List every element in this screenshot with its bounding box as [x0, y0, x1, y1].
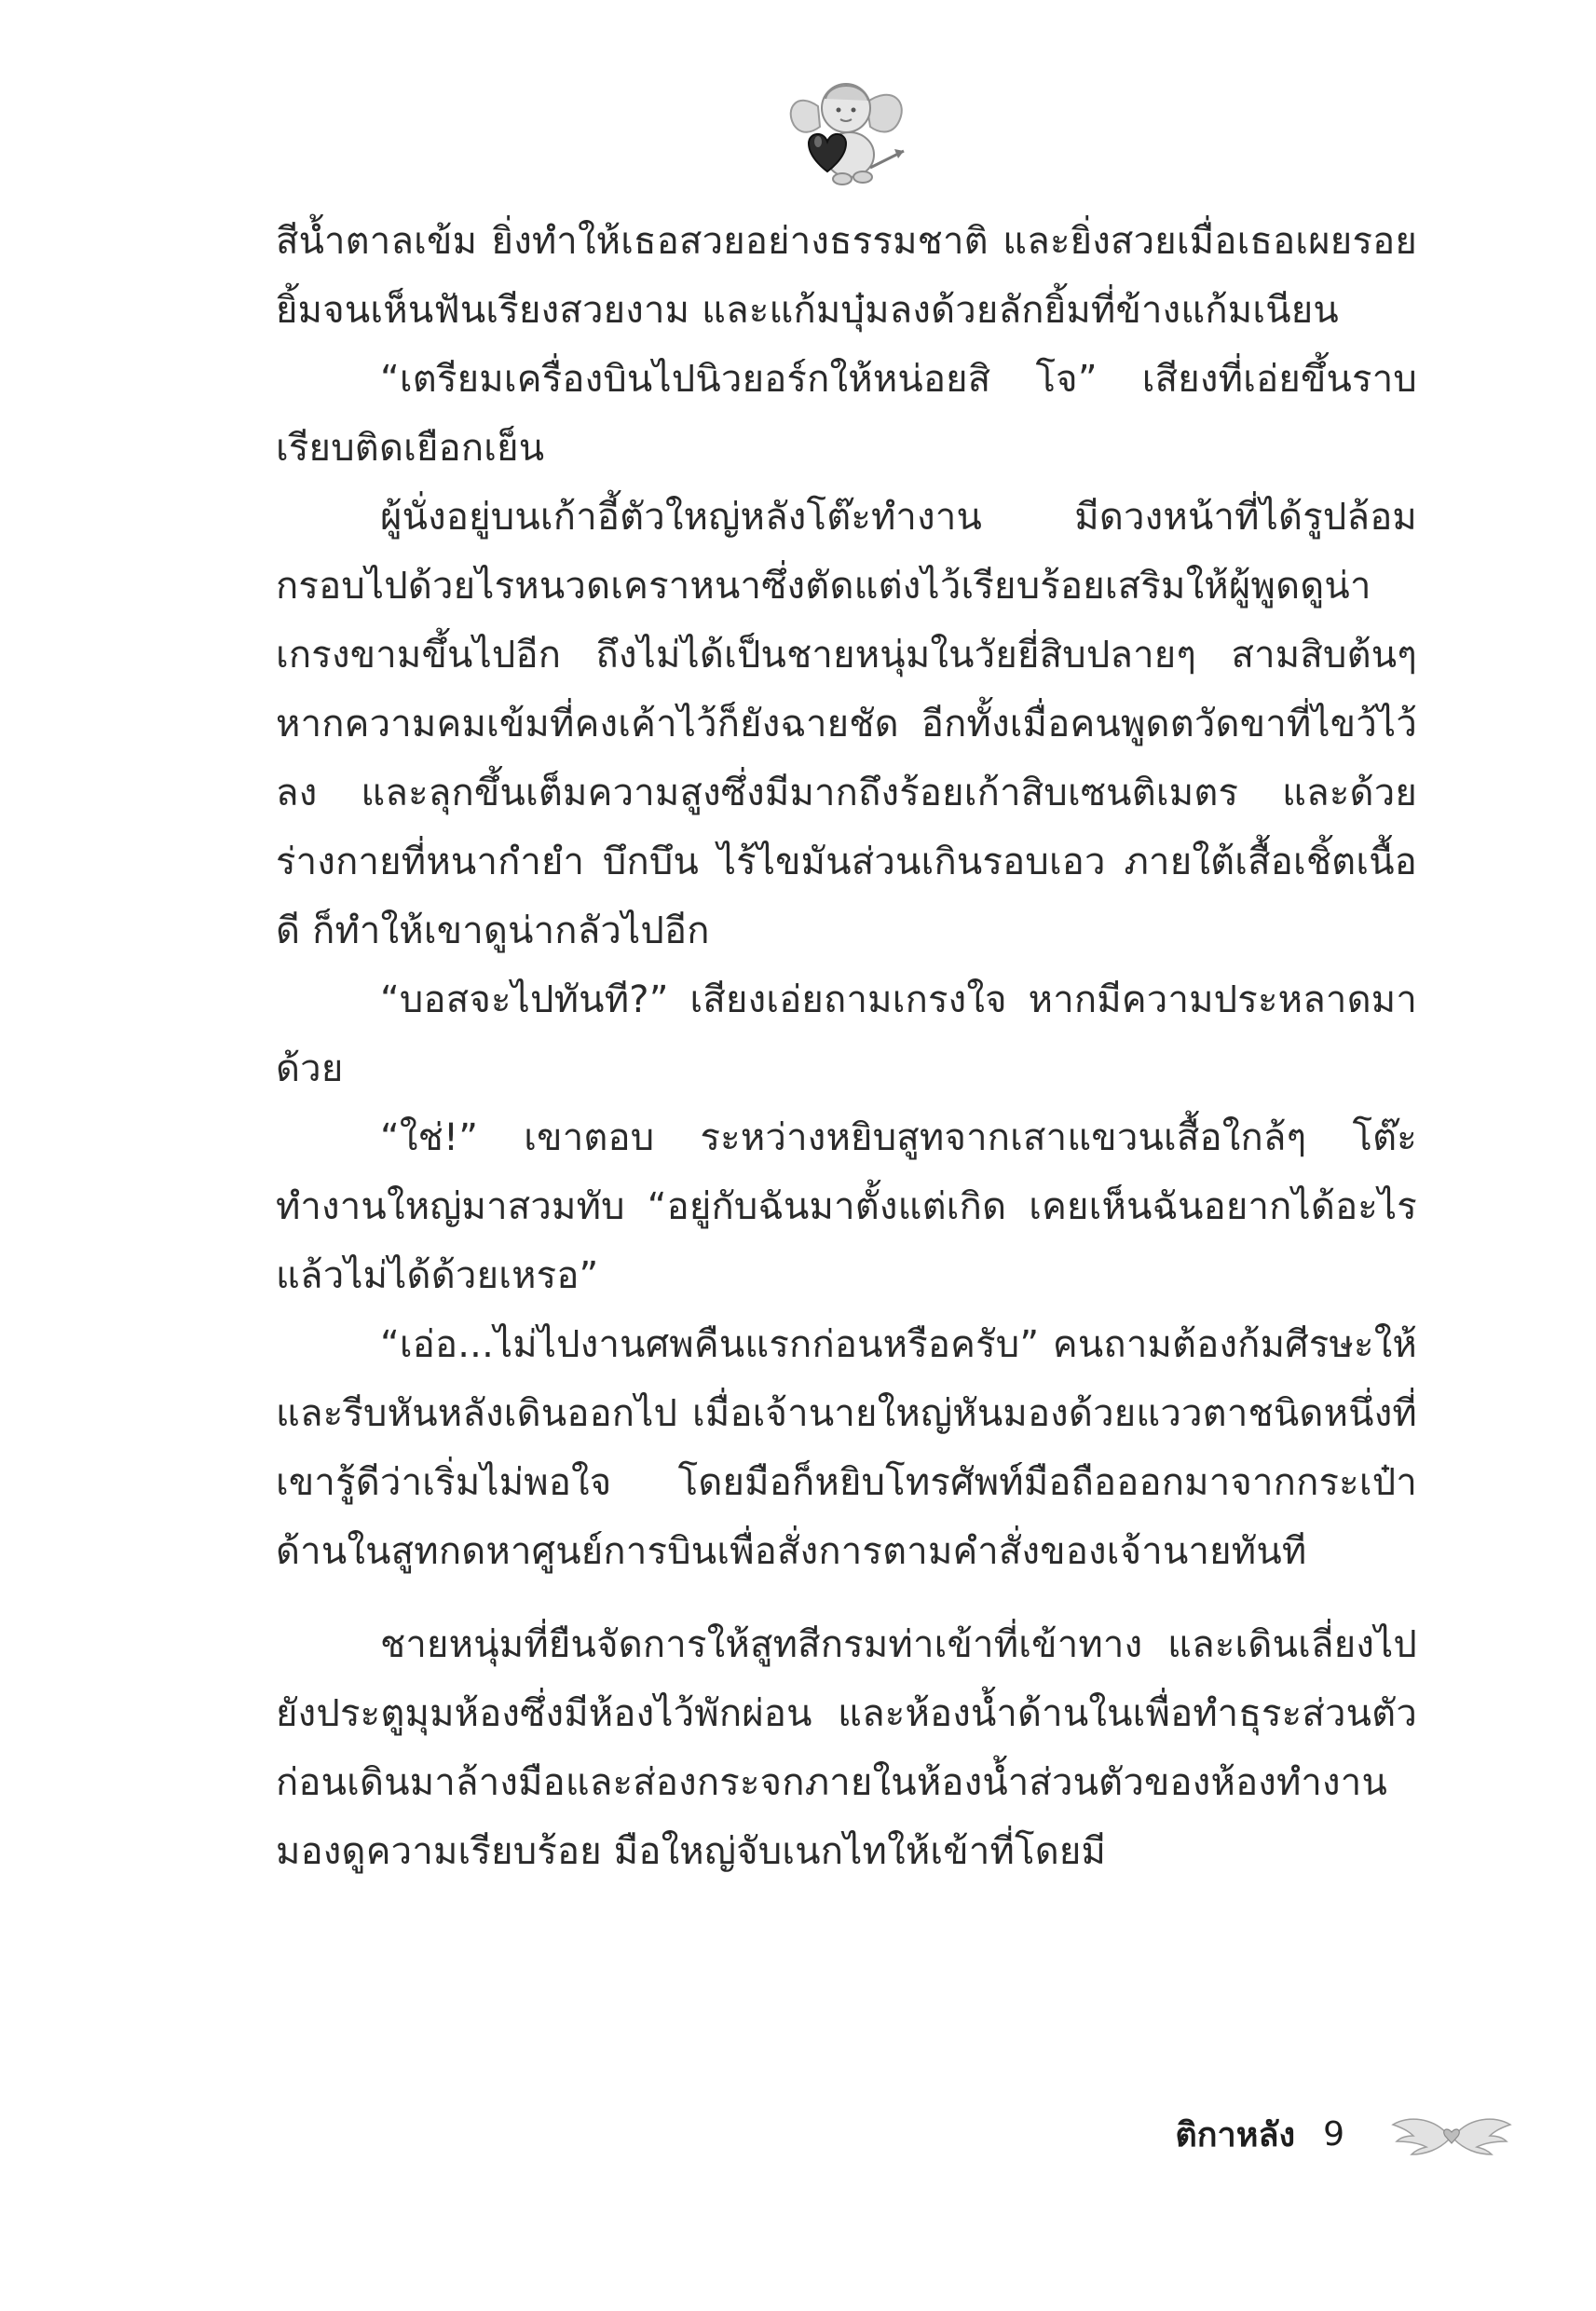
paragraph: ชายหนุ่มที่ยืนจัดการให้สูทสีกรมท่าเข้าที่เข้าทาง และเดินเลี่ยงไปยังประตูมุมห้องซึ่งมีห้องไว้พักผ่อน และห้องน้ำด้านในเพื่อทำธุระส่วนตัว ก่อนเดินมาล้างมือและส่องกระจกภายในห้องน้ำส่วนตัวของห้องทำงาน มองดูความเรียบร้อย มือใหญ่จับเนกไทให้เข้าที่โดยมี — [276, 1623, 1417, 1873]
cupid-heart-icon — [781, 65, 911, 196]
angel-wings-icon — [1391, 2108, 1512, 2160]
paragraph: สีน้ำตาลเข้ม ยิ่งทำให้เธอสวยอย่างธรรมชาติ และยิ่งสวยเมื่อเธอเผยรอยยิ้มจนเห็นฟันเรียงสวยงาม และแก้มบุ๋มลงด้วยลักยิ้มที่ข้างแก้มเนียน — [276, 220, 1417, 332]
paragraph: ผู้นั่งอยู่บนเก้าอี้ตัวใหญ่หลังโต๊ะทำงาน มีดวงหน้าที่ได้รูปล้อมกรอบไปด้วยไรหนวดเคราหนาซึ่งตัดแต่งไว้เรียบร้อยเสริมให้ผู้พูดดูน่าเกรงขามขึ้นไปอีก ถึงไม่ได้เป็นชายหนุ่มในวัยยี่สิบปลายๆ สามสิบต้นๆ หากความคมเข้มที่คงเค้าไว้ก็ยังฉายชัด อีกทั้งเมื่อคนพูดตวัดขาที่ไขว้ไว้ลง และลุกขึ้นเต็มความสูงซึ่งมีมากถึงร้อยเก้าสิบเซนติเมตร และด้วยร่างกายที่หนากำยำ บึกบึน ไร้ไขมันส่วนเกินรอบเอว ภายใต้เสื้อเชิ้ตเนื้อดี ก็ทำให้เขาดูน่ากลัวไปอีก — [276, 496, 1417, 952]
page-footer — [1175, 2097, 1512, 2171]
paragraph: “ใช่!” เขาตอบ ระหว่างหยิบสูทจากเสาแขวนเสื้อใกล้ๆ โต๊ะทำงานใหญ่มาสวมทับ “อยู่กับฉันมาตั้งแต่เกิด เคยเห็นฉันอยากได้อะไรแล้วไม่ได้ด้วยเหรอ” — [276, 1116, 1417, 1297]
body-text — [276, 207, 1417, 1886]
paragraph: “บอสจะไปทันที?” เสียงเอ่ยถามเกรงใจ หากมีความประหลาดมาด้วย — [276, 978, 1417, 1090]
paragraph: “เอ่อ...ไม่ไปงานศพคืนแรกก่อนหรือครับ” คนถามต้องก้มศีรษะให้ และรีบหันหลังเดินออกไป เมื่อเจ้านายใหญ่หันมองด้วยแววตาชนิดหนึ่งที่เขารู้ดีว่าเริ่มไม่พอใจ โดยมือก็หยิบโทรศัพท์มือถือออกมาจากกระเป๋าด้านในสูทกดหาศูนย์การบินเพื่อสั่งการตามคำสั่งของเจ้านายทันที — [276, 1323, 1417, 1573]
paragraph: “เตรียมเครื่องบินไปนิวยอร์กให้หน่อยสิ โจ” เสียงที่เอ่ยขึ้นราบเรียบติดเยือกเย็น — [276, 358, 1417, 470]
book-title: ติกาหลัง — [1175, 2115, 1296, 2154]
page-number: 9 — [1323, 2114, 1344, 2154]
